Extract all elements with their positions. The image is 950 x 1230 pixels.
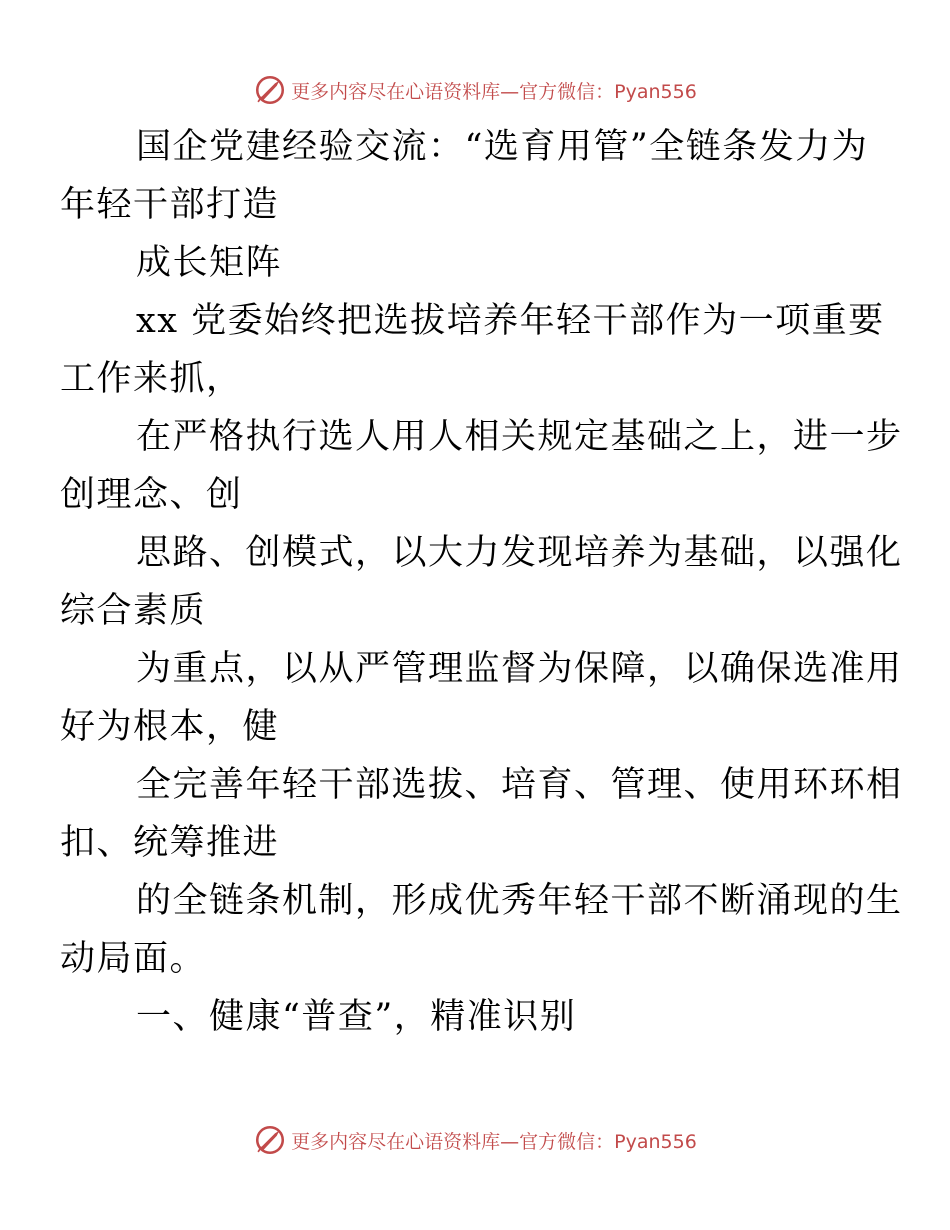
text-line: 的全链条机制，形成优秀年轻干部不断涌现的生 [136, 881, 903, 921]
pen-logo-icon [253, 1123, 287, 1157]
paragraph-2 [60, 408, 903, 524]
text-line: 为重点，以从严管理监督为保障，以确保选准用 [136, 649, 903, 689]
text-line: 一、健康“普查”，精准识别 [136, 997, 577, 1037]
header-watermark [0, 72, 950, 108]
pen-logo-icon [253, 73, 287, 107]
document-body [60, 118, 903, 1046]
paragraph-title [60, 118, 869, 234]
text-line: xx 党委始终把选拔培养年轻干部作为一项重要 [136, 301, 885, 341]
watermark-text: 更多内容尽在心语资料库—官方微信：Pyan556 [291, 1130, 697, 1153]
text-line: 国企党建经验交流：“选育用管”全链条发力为 [136, 127, 869, 167]
text-line: 成长矩阵 [136, 243, 283, 283]
text-line: 动局面。 [60, 939, 207, 979]
watermark-text: 更多内容尽在心语资料库—官方微信：Pyan556 [291, 80, 697, 103]
text-line: 全完善年轻干部选拔、培育、管理、使用环环相 [136, 765, 903, 805]
text-line: 工作来抓， [60, 359, 243, 399]
paragraph-1 [60, 292, 885, 408]
paragraph-3 [60, 524, 903, 640]
text-line: 创理念、创 [60, 475, 243, 515]
section-heading [98, 988, 858, 1046]
text-line: 扣、统筹推进 [60, 823, 280, 863]
paragraph-6 [60, 872, 903, 988]
text-line: 综合素质 [60, 591, 207, 631]
paragraph-subtitle [98, 234, 858, 292]
text-line: 年轻干部打造 [60, 185, 280, 225]
footer-watermark [0, 1122, 950, 1158]
paragraph-5 [60, 756, 903, 872]
paragraph-4 [60, 640, 903, 756]
text-line: 好为根本，健 [60, 707, 280, 747]
text-line: 在严格执行选人用人相关规定基础之上，进一步 [136, 417, 903, 457]
text-line: 思路、创模式，以大力发现培养为基础，以强化 [136, 533, 903, 573]
